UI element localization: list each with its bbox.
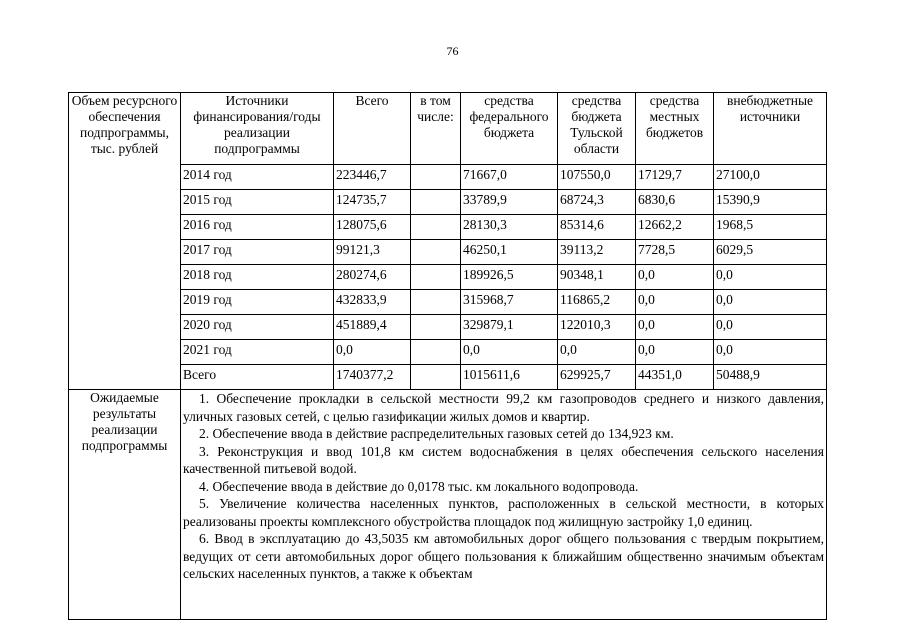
total-cell: 99121,3 [334,240,411,265]
total-cell: 432833,9 [334,290,411,315]
including-cell [411,315,461,340]
regional-cell: 629925,7 [558,365,636,390]
total-cell: 451889,4 [334,315,411,340]
table-row [69,315,827,340]
year-cell: 2014 год [181,165,334,190]
federal-cell: 46250,1 [461,240,558,265]
regional-cell: 0,0 [558,340,636,365]
year-cell: 2020 год [181,315,334,340]
header-local: средства местных бюджетов [636,93,714,165]
regional-cell: 116865,2 [558,290,636,315]
results-cell [181,390,827,620]
table-row [69,340,827,365]
year-cell: 2021 год [181,340,334,365]
regional-cell: 122010,3 [558,315,636,340]
results-list [183,390,824,619]
extra-cell: 27100,0 [714,165,827,190]
local-cell: 6830,6 [636,190,714,215]
local-cell: 44351,0 [636,365,714,390]
page-number: 76 [446,44,459,58]
total-cell: 1740377,2 [334,365,411,390]
header-total: Всего [334,93,411,165]
header-federal: средства федерального бюджета [461,93,558,165]
extra-cell: 50488,9 [714,365,827,390]
total-cell: 223446,7 [334,165,411,190]
local-cell: 0,0 [636,315,714,340]
including-cell [411,365,461,390]
regional-cell: 90348,1 [558,265,636,290]
federal-cell: 28130,3 [461,215,558,240]
local-cell: 7728,5 [636,240,714,265]
result-item: 5. Увеличение количества населенных пунктов, расположенных в сельской местности, в которых реализованы проекты комплексного обустройства площадок под жилищную застройку 1,0 единиц. [183,496,824,529]
local-cell: 12662,2 [636,215,714,240]
federal-cell: 1015611,6 [461,365,558,390]
extra-cell: 6029,5 [714,240,827,265]
header-including: в том числе: [411,93,461,165]
table-row [69,265,827,290]
result-item: 3. Реконструкция и ввод 101,8 км систем водоснабжения в целях обеспечения сельского населения качественной питьевой водой. [183,443,824,476]
regional-cell: 107550,0 [558,165,636,190]
funding-header-row [69,93,827,165]
federal-cell: 71667,0 [461,165,558,190]
header-regional: средства бюджета Тульской области [558,93,636,165]
table-row [69,240,827,265]
funding-section-label: Объем ресурсного обеспечения подпрограммы, тыс. рублей [69,93,181,390]
total-cell: 280274,6 [334,265,411,290]
federal-cell: 33789,9 [461,190,558,215]
year-cell: Всего [181,365,334,390]
subprogram-passport-table [68,92,827,620]
federal-cell: 315968,7 [461,290,558,315]
result-item: 1. Обеспечение прокладки в сельской местности 99,2 км газопроводов среднего и низкого давления, уличных газовых сетей, с целью газификации жилых домов и квартир. [183,391,824,424]
federal-cell: 329879,1 [461,315,558,340]
including-cell [411,190,461,215]
extra-cell: 1968,5 [714,215,827,240]
results-row [69,390,827,620]
extra-cell: 0,0 [714,315,827,340]
table-row [69,165,827,190]
federal-cell: 0,0 [461,340,558,365]
local-cell: 0,0 [636,265,714,290]
year-cell: 2017 год [181,240,334,265]
total-cell: 0,0 [334,340,411,365]
including-cell [411,265,461,290]
regional-cell: 85314,6 [558,215,636,240]
year-cell: 2018 год [181,265,334,290]
extra-cell: 0,0 [714,340,827,365]
result-item: 6. Ввод в эксплуатацию до 43,5035 км автомобильных дорог общего пользования с твердым покрытием, ведущих от сети автомобильных дорог общего пользования к ближайшим общественно значимым объектам сельских населенных пунктов, а также к объектам [183,531,824,581]
year-cell: 2015 год [181,190,334,215]
local-cell: 0,0 [636,340,714,365]
extra-cell: 0,0 [714,290,827,315]
table-row [69,190,827,215]
header-extra: внебюджетные источники [714,93,827,165]
regional-cell: 68724,3 [558,190,636,215]
total-cell: 128075,6 [334,215,411,240]
including-cell [411,215,461,240]
extra-cell: 15390,9 [714,190,827,215]
including-cell [411,340,461,365]
local-cell: 17129,7 [636,165,714,190]
including-cell [411,290,461,315]
year-cell: 2019 год [181,290,334,315]
including-cell [411,165,461,190]
table-row [69,365,827,390]
header-source: Источники финансирования/годы реализации подпрограммы [181,93,334,165]
total-cell: 124735,7 [334,190,411,215]
result-item: 2. Обеспечение ввода в действие распределительных газовых сетей до 134,923 км. [199,426,674,441]
extra-cell: 0,0 [714,265,827,290]
results-section-label: Ожидаемые результаты реализации подпрограммы [69,390,181,620]
federal-cell: 189926,5 [461,265,558,290]
regional-cell: 39113,2 [558,240,636,265]
table-row [69,215,827,240]
including-cell [411,240,461,265]
table-row [69,290,827,315]
local-cell: 0,0 [636,290,714,315]
result-item: 4. Обеспечение ввода в действие до 0,0178 тыс. км локального водопровода. [199,478,639,494]
year-cell: 2016 год [181,215,334,240]
